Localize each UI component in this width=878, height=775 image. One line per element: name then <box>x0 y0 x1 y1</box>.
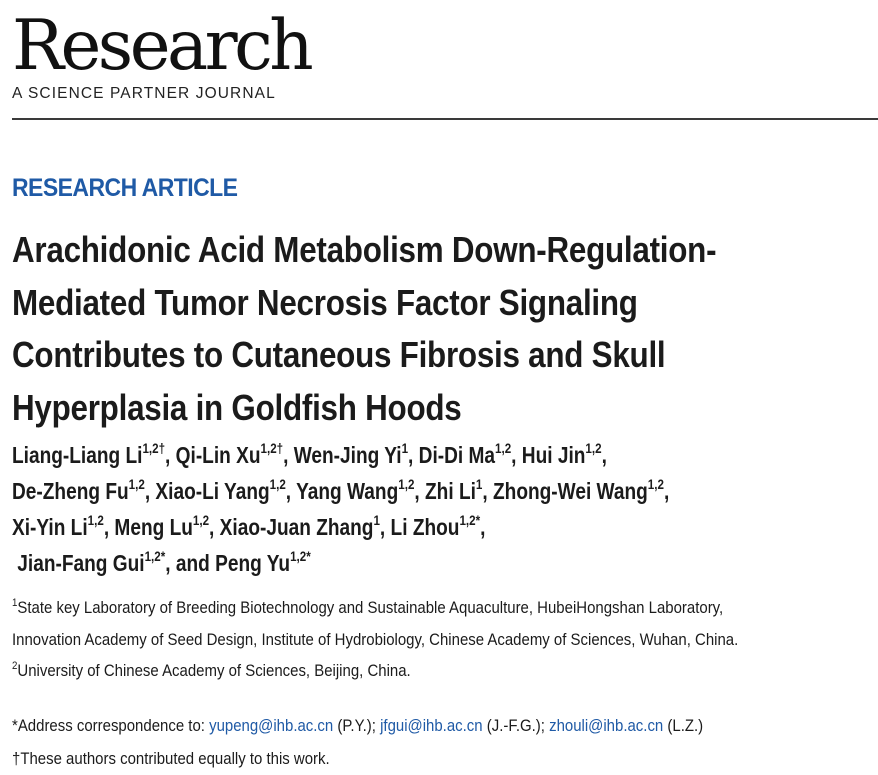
journal-logo: Research <box>12 6 311 86</box>
author-affil-sup: 1,2† <box>260 440 284 456</box>
author-name: Di-Di Ma <box>418 442 496 468</box>
affiliation-text: University of Chinese Academy of Sciences, Beijing, China. <box>17 661 411 680</box>
author-separator: , <box>103 514 115 540</box>
journal-tagline: A SCIENCE PARTNER JOURNAL <box>12 85 276 102</box>
email-link[interactable]: zhouli@ihb.ac.cn <box>549 716 664 735</box>
title-line: Arachidonic Acid Metabolism Down-Regulation- <box>12 229 717 270</box>
author-name: Xiao-Li Yang <box>155 478 270 504</box>
affiliation-sup: 1 <box>12 597 18 609</box>
title-line: Mediated Tumor Necrosis Factor Signaling <box>12 281 638 323</box>
correspondence-initials: (P.Y.); <box>333 716 381 735</box>
email-link[interactable]: jfgui@ihb.ac.cn <box>380 716 483 735</box>
email-link[interactable]: yupeng@ihb.ac.cn <box>209 716 334 735</box>
title-line: Contributes to Cutaneous Fibrosis and Skull <box>12 334 666 375</box>
affiliation-text: State key Laboratory of Breeding Biotechnology and Sustainable Aquaculture, HubeiHongshan Laboratory, <box>17 598 724 617</box>
author-name: De-Zheng Fu <box>12 478 129 504</box>
author-affil-sup: 1 <box>475 476 483 492</box>
article-type-label: RESEARCH ARTICLE <box>12 174 238 202</box>
author-name: Zhong-Wei Wang <box>492 478 648 504</box>
author-separator: , <box>663 478 670 504</box>
author-affil-sup: 1,2 <box>585 440 602 456</box>
author-affil-sup: 1 <box>373 512 380 528</box>
author-affil-sup: 1,2 <box>192 512 210 528</box>
author-separator: , <box>601 442 607 468</box>
author-affil-sup: 1,2* <box>144 548 166 564</box>
author-name: Wen-Jing Yi <box>293 442 402 468</box>
author-affil-sup: 1,2* <box>290 548 311 564</box>
author-name: Yang Wang <box>296 478 399 504</box>
author-line <box>12 473 842 509</box>
author-affil-sup: 1,2 <box>269 476 286 492</box>
correspondence-initials: (J.-F.G.); <box>482 716 550 735</box>
author-affil-sup: 1,2 <box>87 512 104 528</box>
author-separator: , <box>285 478 297 504</box>
author-name: Xi-Yin Li <box>12 514 88 540</box>
author-separator: , <box>511 442 522 468</box>
author-name: and Peng Yu <box>175 550 291 576</box>
footnotes <box>12 709 878 775</box>
affiliations <box>12 592 878 687</box>
author-line <box>12 437 842 473</box>
equal-contribution-note: †These authors contributed equally to this work. <box>12 749 330 768</box>
author-separator: , <box>209 514 220 540</box>
author-line <box>12 545 842 581</box>
author-list <box>12 437 842 581</box>
author-separator: , <box>482 478 493 504</box>
author-name: Li Zhou <box>390 514 460 540</box>
header-rule <box>12 118 878 120</box>
article-title <box>12 224 786 434</box>
journal-masthead <box>12 6 310 103</box>
affiliation-text: Innovation Academy of Seed Design, Institute of Hydrobiology, Chinese Academy of Sciences, Wuhan, China. <box>12 629 739 649</box>
author-name: Jian-Fang Gui <box>17 550 145 576</box>
author-separator: , <box>408 442 419 468</box>
author-separator: , <box>165 550 176 576</box>
author-name: Xiao-Juan Zhang <box>219 514 374 540</box>
correspondence-initials: (L.Z.) <box>663 716 704 735</box>
author-separator: , <box>414 478 426 504</box>
author-separator: , <box>480 514 486 540</box>
author-line <box>12 509 842 545</box>
author-name: Liang-Liang Li <box>12 442 143 468</box>
correspondence-prefix: *Address correspondence to: <box>12 716 210 735</box>
author-separator: , <box>379 514 391 540</box>
correspondence-line <box>12 709 878 742</box>
author-separator: , <box>165 442 176 468</box>
author-name: Qi-Lin Xu <box>175 442 261 468</box>
author-affil-sup: 1,2* <box>459 512 481 528</box>
author-affil-sup: 1,2† <box>142 440 166 456</box>
title-line: Hyperplasia in Goldfish Hoods <box>12 386 462 428</box>
author-affil-sup: 1 <box>401 440 409 456</box>
author-name: Hui Jin <box>521 442 586 468</box>
author-separator: , <box>283 442 294 468</box>
author-name: Zhi Li <box>425 478 476 504</box>
author-affil-sup: 1,2 <box>128 476 145 492</box>
author-name: Meng Lu <box>114 514 193 540</box>
author-affil-sup: 1,2 <box>495 440 512 456</box>
author-affil-sup: 1,2 <box>398 476 415 492</box>
affiliation-line <box>12 624 878 656</box>
affiliation-line <box>12 655 878 687</box>
affiliation-line <box>12 592 878 624</box>
author-affil-sup: 1,2 <box>647 476 664 492</box>
author-separator: , <box>144 478 156 504</box>
affiliation-sup: 2 <box>12 660 18 672</box>
